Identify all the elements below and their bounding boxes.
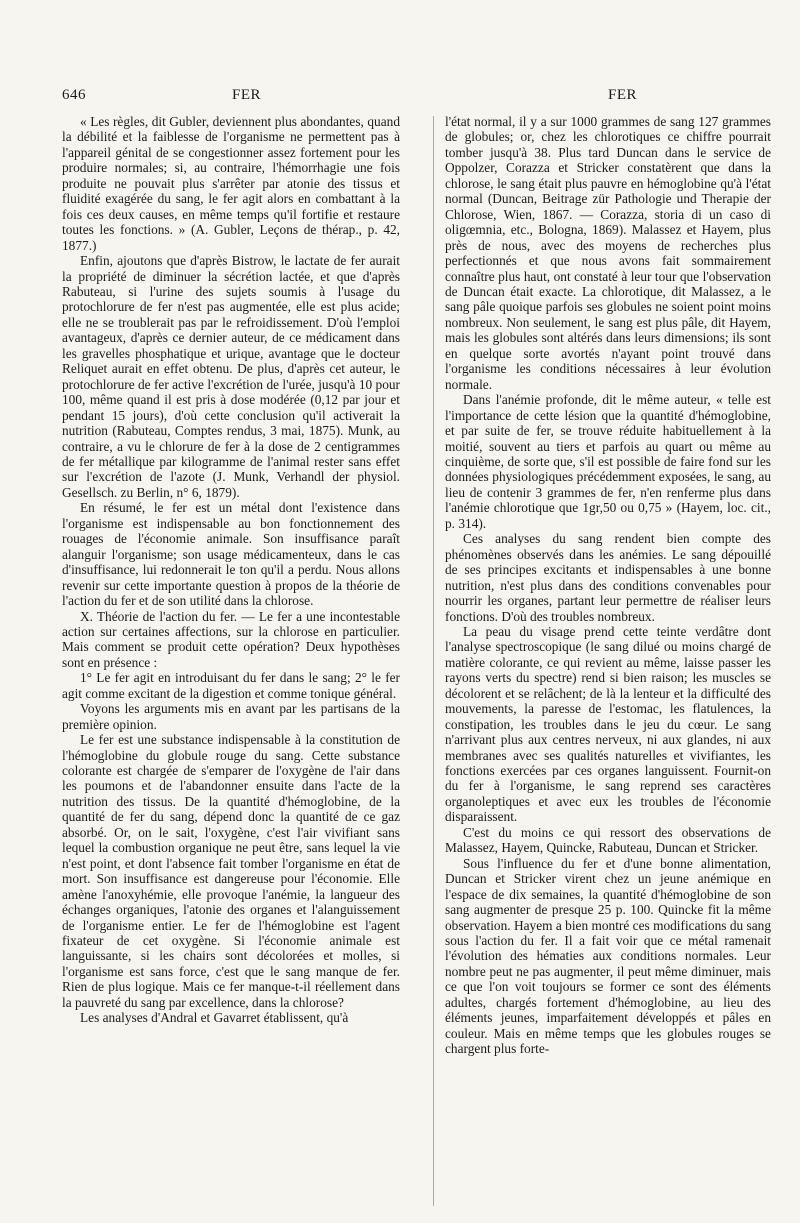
paragraph: La peau du visage prend cette teinte verdâtre dont l'analyse spectroscopique (le sang dilué ou moins chargé de matière colorante, ce qui revient au même, laisse passer les rayons verts du spectre) rend si bien raison; les muscles se décolorent et se relâchent; de là la lenteur et la difficulté des mouvements, la paresse de l'estomac, les flatulences, la constipation, les troubles dans le jeu du cœur. Le sang n'arrivant plus aux centres nerveux, ni aux glandes, ni aux membranes avec ses qualités naturelles et vivifiantes, les fonctions exercées par ces organes languissent. Fournit-on du fer à l'organisme, le sang reprend ses caractères organoleptiques et avec eux les troubles de l'économie disparaissent. bbox=[445, 623, 771, 825]
paragraph: Les analyses d'Andral et Gavarret établissent, qu'à bbox=[80, 1010, 349, 1026]
paragraph: « Les règles, dit Gubler, deviennent plus abondantes, quand la débilité et la faiblesse de l'organisme ne permettent pas à l'appareil génital de se congestionner assez fortement pour les produire normales; si, au contraire, l'hémorrhagie une fois produite ne pouvait plus s'arrêter par atonie des tissus et fluidité exagérée du sang, le fer agit alors en combattant à la fois ces deux causes, en même temps qu'il fortifie et restaure toutes les fonctions. » (A. Gubler, Leçons de thérap., p. 42, 1877.) bbox=[62, 114, 400, 253]
paragraph: Dans l'anémie profonde, dit le même auteur, « telle est l'importance de cette lésion que la quantité d'hémoglobine, et par suite de fer, se trouve réduite habituellement à la moitié, souvent au tiers et parfois au quart ou même au cinquième, de sorte que, s'il est possible de faire fond sur les données physiologiques précédemment exposées, le sang, au lieu de contenir 3 grammes de fer, n'en renferme plus dans l'anémie chlorotique que 1gr,50 ou 0,75 » (Hayem, loc. cit., p. 314). bbox=[445, 392, 771, 531]
paragraph: Sous l'influence du fer et d'une bonne alimentation, Duncan et Stricker virent chez un jeune anémique en l'espace de dix semaines, la quantité d'hémoglobine de son sang augmenter de presque 25 p. 100. Quincke fit la même observation. Hayem a bien montré ces modifications du sang sous l'action du fer. Il a fait voir que ce métal ramenait l'évolution des hématies aux conditions normales. Leur nombre peut ne pas augmenter, il peut même diminuer, mais ce que l'on voit toujours se former ce sont des éléments adultes, chargés fortement d'hémoglobine, au lieu des éléments jeunes, imparfaitement développés et pâles en couleur. Mais en même temps que les globules rouges se chargent plus forte- bbox=[445, 855, 771, 1057]
running-head-left: FER bbox=[232, 87, 262, 103]
section-heading-paragraph: X. Théorie de l'action du fer. — Le fer a une incontestable action sur certaines affections, sur la chlorose en particulier. Mais comment se produit cette opération? Deux hypothèses sont en présence : bbox=[62, 608, 400, 670]
paragraph: l'état normal, il y a sur 1000 grammes de sang 127 grammes de globules; or, chez les chlorotiques ce chiffre pourrait tomber jusqu'à 38. Plus tard Duncan dans le service de Oppolzer, Corazza et Stricker constatèrent que dans la chlorose, le sang était plus pauvre en hémoglobine qu'à l'état normal (Duncan, Beitrage zür Pathologie und Therapie der Chlorose, Wien, 1867. — Corazza, storia di un caso di oligœmnia, etc., Bologna, 1869). Malassez et Hayem, plus près de nous, avec des moyens de recherches plus perfectionnés et que nous avons fait sommairement connaître plus haut, ont constaté à leur tour que l'observation de Duncan était exacte. La chlorotique, dit Malassez, a le sang pâle quoique parfois ses globules ne soient point moins nombreux. Non seulement, le sang est plus pâle, dit Hayem, mais les globules sont altérés dans leurs dimensions; ils sont en quelque sorte avortés n'ayant point trouvé dans l'organisme les conditions nécessaires à leur évolution normale. bbox=[445, 114, 771, 392]
paragraph: Ces analyses du sang rendent bien compte des phénomènes observés dans les anémies. Le sang dépouillé de ses principes excitants et indispensables à une bonne nutrition, n'est plus dans des conditions convenables pour nourrir les organes, partant leur permettre de réaliser leurs fonctions. D'où des troubles nombreux. bbox=[445, 531, 771, 624]
paragraph: Voyons les arguments mis en avant par les partisans de la première opinion. bbox=[62, 701, 400, 732]
right-column bbox=[445, 114, 771, 1057]
page-number: 646 bbox=[62, 87, 86, 103]
running-head-right: FER bbox=[608, 87, 638, 103]
column-divider bbox=[433, 116, 434, 1206]
paragraph: En résumé, le fer est un métal dont l'existence dans l'organisme est indispensable au bon fonctionnement des rouages de l'économie animale. Son insuffisance paraît alanguir l'organisme; son usage médicamenteux, dans le cas d'insuffisance, lui redonnerait le ton qu'il a perdu. Nous allons revenir sur cette importante question à propos de la théorie de l'action du fer et de son utilité dans la chlorose. bbox=[62, 500, 400, 609]
paragraph: Le fer est une substance indispensable à la constitution de l'hémoglobine du globule rouge du sang. Cette substance colorante est chargée de s'emparer de l'oxygène de l'air dans les poumons et de l'abandonner ensuite dans l'acte de la nutrition des tissus. De la quantité d'hémoglobine, de la quantité de fer du sang, dépend donc la quantité de ce gaz absorbé. Or, on le sait, l'oxygène, c'est l'air vivifiant sans lequel la combustion organique ne peut être, sans lequel la vie n'est point, et dont l'absence fait tomber l'organisme en état de mort. Son insuffisance est dangereuse pour l'économie. Elle amène l'anoxyhémie, elle provoque l'anémie, la langueur des échanges organiques, l'atonie des organes et l'alanguissement de l'organisme entier. Le fer de l'hémoglobine est l'agent fixateur de cet oxygène. Si l'économie animale est languissante, si les chairs sont décolorées et molles, si l'organisme est sans force, c'est que le sang manque de fer. Rien de plus logique. Mais ce fer manque-t-il réellement dans la pauvreté du sang par excellence, dans la chlorose? bbox=[62, 732, 400, 1010]
paragraph: 1° Le fer agit en introduisant du fer dans le sang; 2° le fer agit comme excitant de la digestion et comme tonique général. bbox=[62, 670, 400, 701]
paragraph: Enfin, ajoutons que d'après Bistrow, le lactate de fer aurait la propriété de diminuer la sécrétion lactée, et que d'après Rabuteau, si l'urine des sujets soumis à l'usage du protochlorure de fer n'est pas augmentée, elle est plus acide; elle ne se troublerait pas par le refroidissement. D'où l'emploi avantageux, d'après ce dernier auteur, de ce médicament dans les gravelles phosphatique et urique, avantage que le docteur Reliquet aurait en effet obtenu. De plus, d'après cet auteur, le protochlorure de fer active l'excrétion de l'urée, jusqu'à 10 pour 100, même quand il est pris à dose modérée (0,12 par jour et pendant 15 jours), d'où cette conclusion qu'il activerait la nutrition (Rabuteau, Comptes rendus, 3 mai, 1875). Munk, au contraire, a vu le chlorure de fer à la dose de 2 centigrammes de fer métallique par kilogramme de l'animal rester sans effet sur l'excrétion de l'azote (J. Munk, Verhandl der physiol. Gesellsch. zu Berlin, n° 6, 1879). bbox=[62, 253, 400, 500]
left-column bbox=[62, 114, 400, 1026]
paragraph: C'est du moins ce qui ressort des observations de Malassez, Hayem, Quincke, Rabuteau, Duncan et Stricker. bbox=[445, 824, 771, 856]
